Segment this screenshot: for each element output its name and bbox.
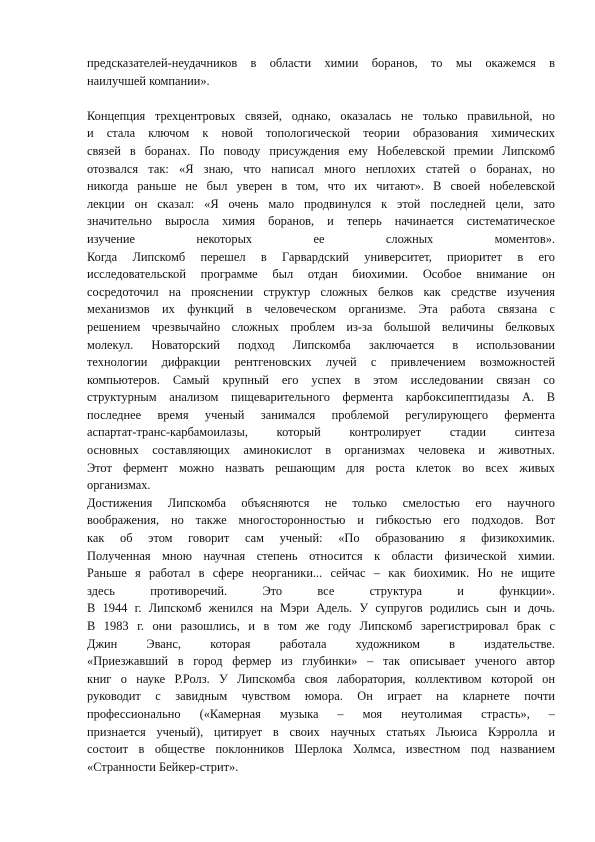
text-line: никогда раньше не был уверен в том, что их читают». В своей нобелевской <box>87 179 555 194</box>
paragraph-spacer <box>87 90 555 108</box>
text-line: В 1944 г. Липскомб женился на Мэри Адель. У супругов родились сын и дочь. <box>87 601 555 616</box>
text-line: и стала ключом к новой топологической теории образования химических <box>87 126 555 141</box>
paragraph <box>87 55 555 90</box>
text-line: руководит с завидным чувством юмора. Он играет на кларнете почти <box>87 689 555 704</box>
text-line: значительно выросла химия боранов, и теперь начинается систематическое <box>87 214 555 229</box>
text-line: Когда Липскомб перешел в Гарвардский университет, приоритет в его <box>87 249 555 264</box>
text-line: здесь противоречий. Это все структура и функции». <box>87 583 555 598</box>
text-line: книг о науке Р.Ролз. У Липскомба своя лаборатория, коллективом которой он <box>87 671 555 686</box>
text-line: Достижения Липскомба объясняются не только смелостью его научного <box>87 495 555 510</box>
text-line: связей в боранах. По поводу присуждения ему Нобелевской премии Липскомб <box>87 143 555 158</box>
text-line: основных составляющих аминокислот в организмах человека и животных. <box>87 443 555 458</box>
text-line: наилучшей компании». <box>87 73 210 88</box>
text-line: отозвался так: «Я знаю, что написал много неплохих статей о боранах, но <box>87 161 555 176</box>
text-line: молекул. Новаторский подход Липскомба заключается в использовании <box>87 337 555 352</box>
text-line: компьютеров. Самый крупный его успех в этом исследовании связан со <box>87 372 555 387</box>
text-line: предсказателей-неудачников в области химии боранов, то мы окажемся в <box>87 56 555 70</box>
text-line: Раньше я работал в сфере неорганики... сейчас – как биохимик. Но не ищите <box>87 566 555 581</box>
text-line: как об этом говорит сам ученый: «По образованию я физикохимик. <box>87 531 555 546</box>
text-line: состоит в обществе поклонников Шерлока Холмса, известном под названием <box>87 742 555 757</box>
text-line: профессионально («Камерная музыка – моя неутолимая страсть», – <box>87 706 555 721</box>
text-line: механизмов их функций в человеческом организме. Эта работа связана с <box>87 302 555 317</box>
text-line: решением чрезвычайно сложных проблем из-за большой величины белковых <box>87 319 555 334</box>
text-line: Концепция трехцентровых связей, однако, оказалась не только правильной, но <box>87 108 555 123</box>
text-line: «Приезжавший в город фермер из глубинки» – так описывает ученого автор <box>87 654 555 669</box>
text-line: организмах. <box>87 478 151 493</box>
text-line: аспартат-транс-карбамоилазы, который контролирует стадии синтеза <box>87 425 555 440</box>
text-line: изучение некоторых ее сложных моментов». <box>87 231 555 246</box>
text-line: воображения, но также многосторонностью и гибкостью его подходов. Вот <box>87 513 555 528</box>
text-line: технологии дифракции рентгеновских лучей с привлечением возможностей <box>87 355 555 370</box>
paragraph <box>87 108 555 777</box>
text-line: В 1983 г. они разошлись, и в том же году Липскомб зарегистрировал брак с <box>87 619 555 633</box>
text-line: сосредоточил на прояснении структур сложных белков как средстве изучения <box>87 284 555 299</box>
document-body <box>87 55 555 776</box>
text-line: «Странности Бейкер-стрит». <box>87 759 239 774</box>
text-line: Этот фермент можно назвать решающим для роста клеток во всех живых <box>87 460 555 475</box>
text-line: лекции он сказал: «Я очень мало продвинулся к этой последней цели, зато <box>87 196 555 211</box>
text-line: Полученная мною научная степень относится к области физической химии. <box>87 548 555 563</box>
text-line: признается ученый), цитирует в своих научных статьях Льюиса Кэрролла и <box>87 724 555 739</box>
text-line: структурным анализом пищеварительного фермента карбоксипептидазы А. В <box>87 390 555 405</box>
text-line: исследовательской программе был отдан биохимии. Особое внимание он <box>87 267 555 282</box>
text-line: Джин Эванс, которая работала художником в издательстве. <box>87 636 555 651</box>
text-line: последнее время ученый занимался проблемой регулирующего фермента <box>87 407 555 422</box>
